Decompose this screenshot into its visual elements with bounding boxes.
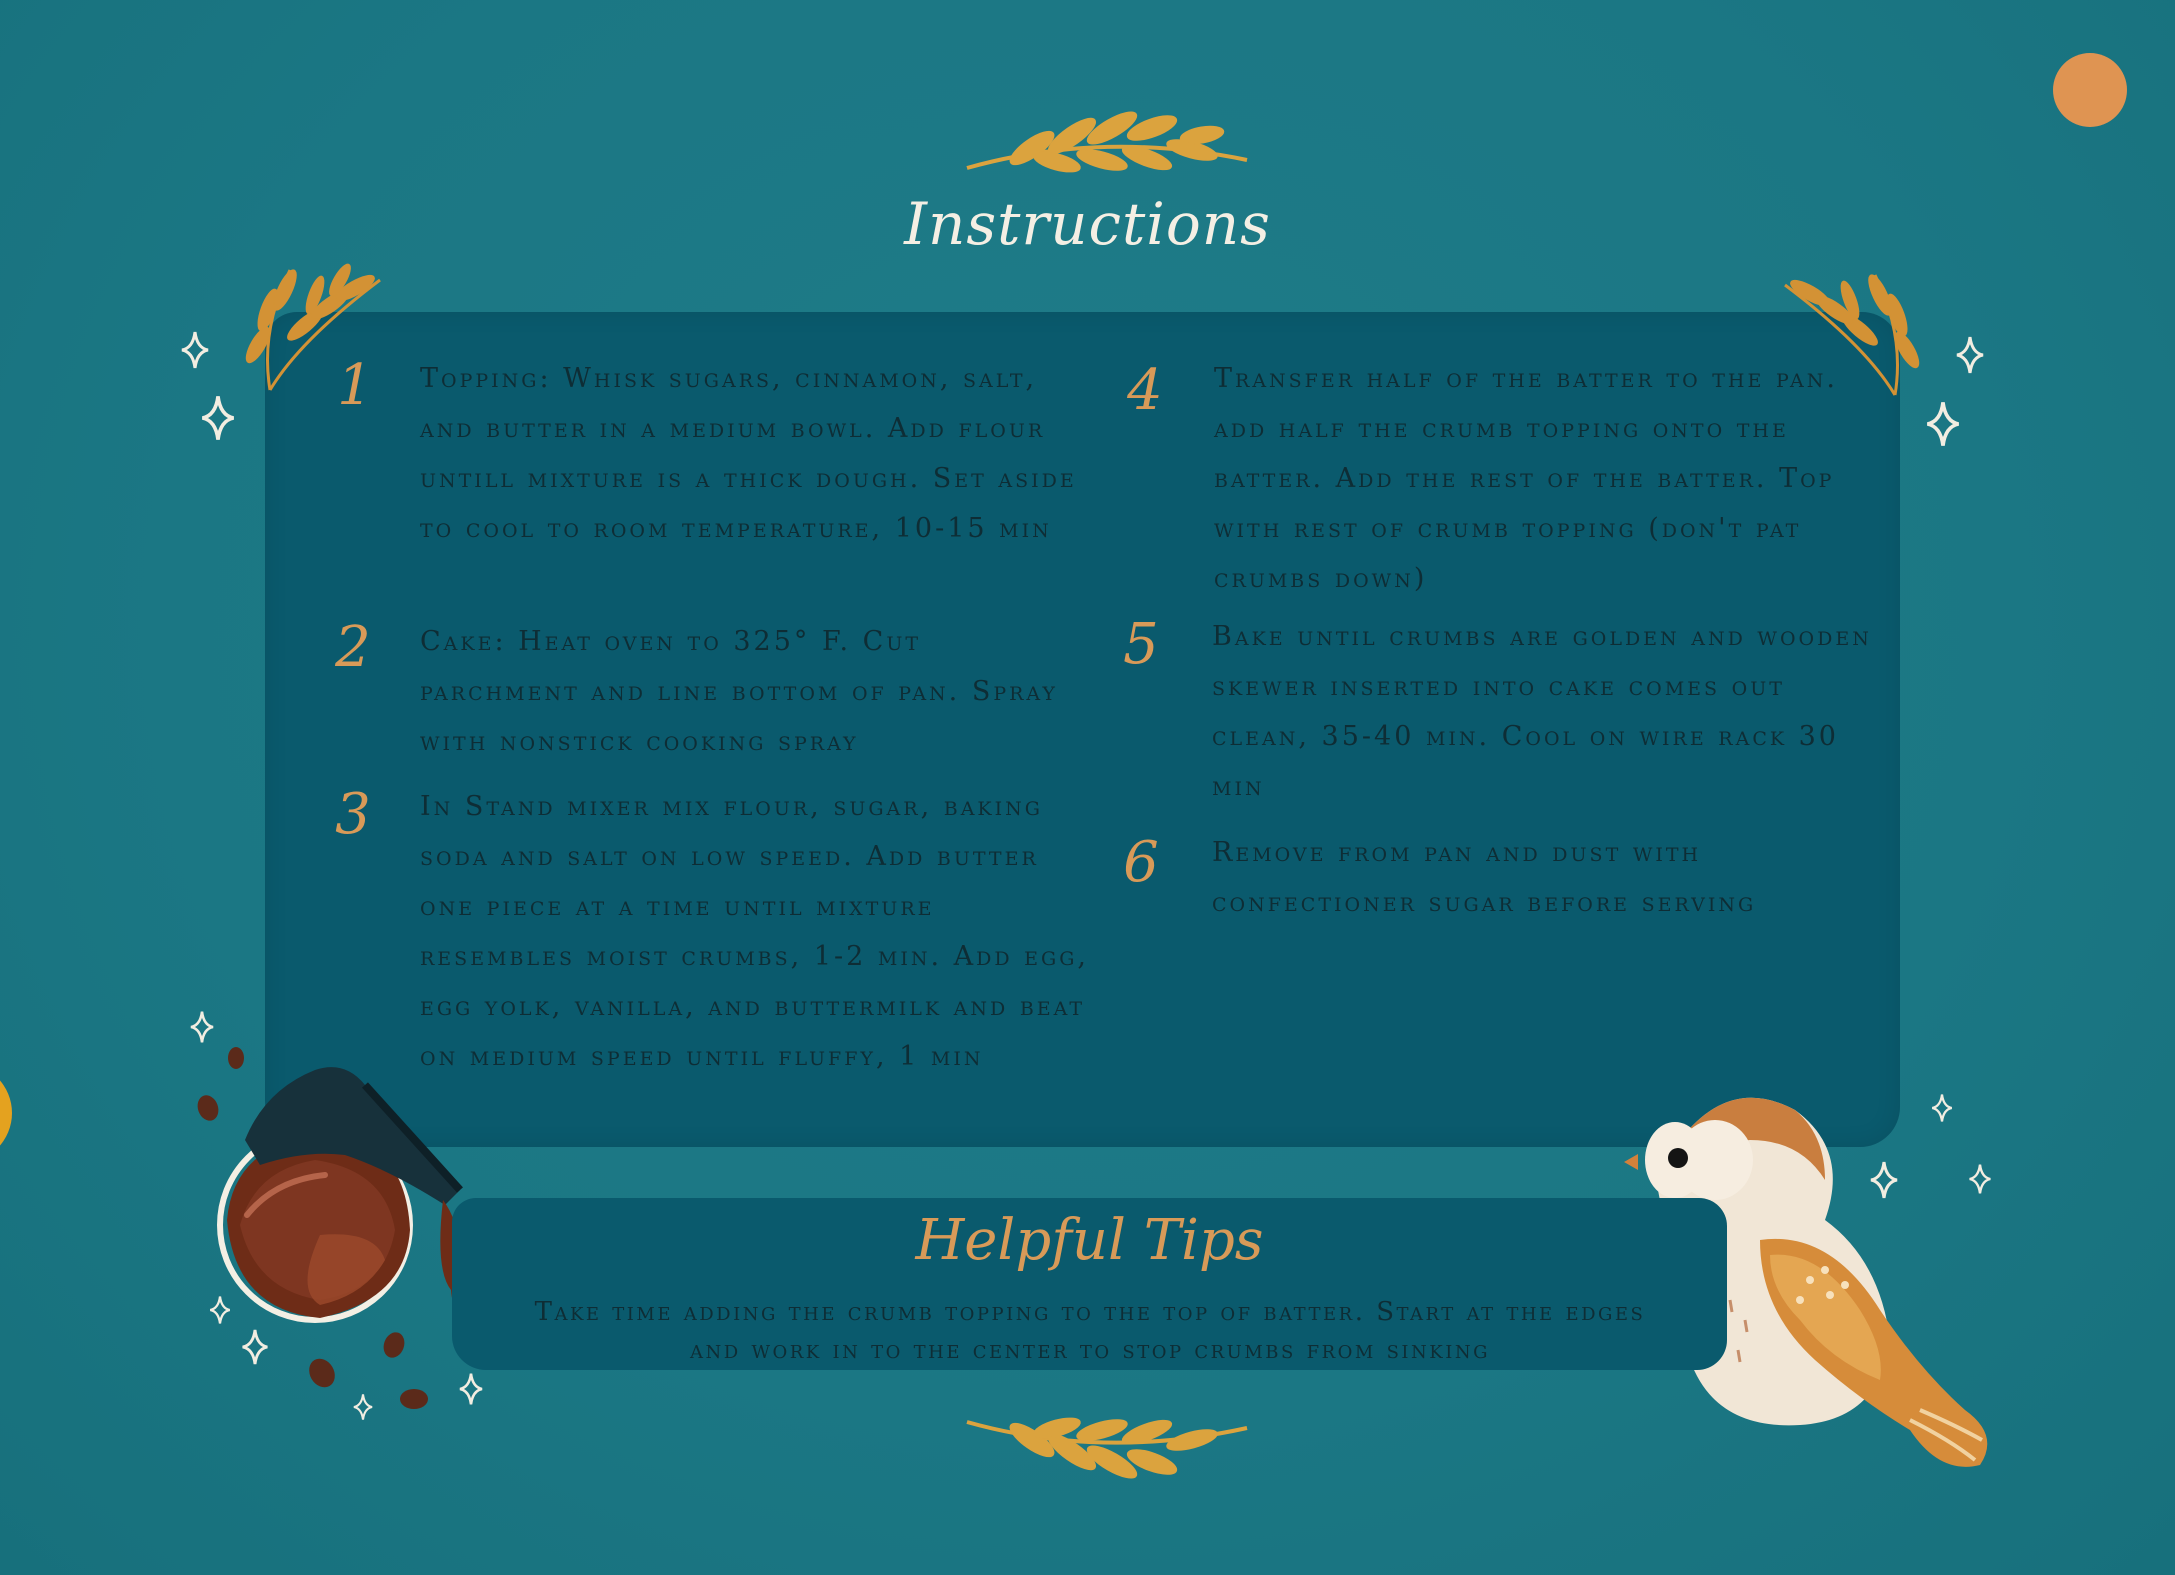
sparkle-icon (200, 392, 236, 444)
step-number: 5 (1123, 612, 1159, 677)
sparkle-icon (188, 1010, 216, 1044)
sparkle-icon (352, 1393, 374, 1421)
step-text: Remove from pan and dust with confectioner sugar before serving (1212, 837, 1757, 918)
step-text: Topping: Whisk sugars, cinnamon, salt, and butter in a medium bowl. Add flour untill mixture is a thick dough. Set aside to cool to room temperature, 10-15 min (420, 363, 1077, 544)
step-text: Transfer half of the batter to the pan. add half the crumb topping onto the batter. Add the rest of the batter. Top with rest of crumb topping (don't pat crumbs down) (1214, 363, 1838, 594)
sparkle-icon (458, 1372, 484, 1406)
sparkle-icon (1925, 398, 1961, 450)
page-title: Instructions (904, 190, 1271, 258)
step-number: 6 (1123, 830, 1159, 895)
coffee-bean-icon (380, 1330, 408, 1360)
coffee-bean-icon (398, 1385, 430, 1413)
step-text: In Stand mixer mix flour, sugar, baking soda and salt on low speed. Add butter one piece at a time until mixture resembles moist crumbs, 1-2 min. Add egg, egg yolk, vanilla, and buttermilk and beat on medium speed until fluffy, 1 min (420, 791, 1089, 1072)
step-number: 4 (1127, 358, 1163, 423)
wheat-sprig-icon (962, 1410, 1252, 1490)
sparkle-icon (1955, 335, 1985, 375)
step-text: Bake until crumbs are golden and wooden skewer inserted into cake comes out clean, 35-40 min. Cool on wire rack 30 min (1212, 621, 1872, 802)
tips-text: Take time adding the crumb topping to the top of batter. Start at the edges and work in to the center to stop crumbs from sinking (534, 1297, 1646, 1365)
step-number: 1 (337, 353, 373, 418)
step-text: Cake: Heat oven to 325° F. Cut parchment and line bottom of pan. Spray with nonstick cooking spray (420, 626, 1058, 757)
step-number: 2 (335, 615, 371, 680)
wheat-sprig-icon (962, 100, 1252, 180)
step-number: 3 (335, 782, 371, 847)
orange-dot-icon (0, 1075, 14, 1151)
sparkle-icon (240, 1328, 270, 1366)
orange-dot-icon (2052, 52, 2128, 128)
coffee-bean-icon (306, 1355, 338, 1391)
tips-title: Helpful Tips (915, 1208, 1264, 1273)
sparkle-icon (180, 330, 210, 370)
